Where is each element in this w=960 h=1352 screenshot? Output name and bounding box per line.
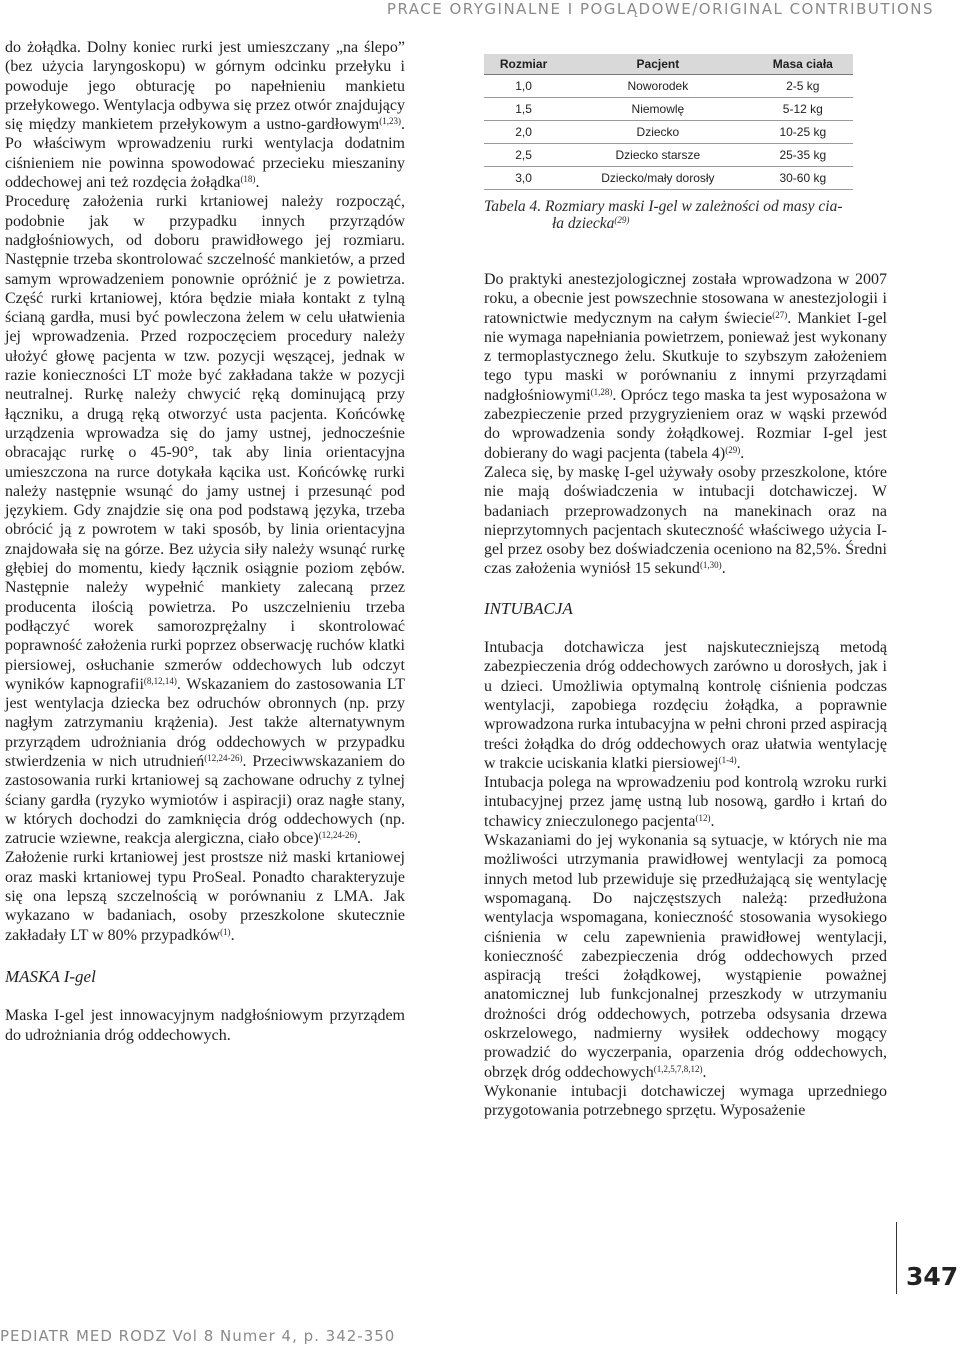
size-table-container: [484, 54, 853, 190]
paragraph: Intubacja polega na wprowadzeniu pod kontrolą wzroku rurki intubacyjnej przez jamę ustną lub nosową, gardło i krtań do tchawicy znieczulonego pacjenta$^{(12)}$.: [484, 774, 887, 830]
page-number: 347: [906, 1262, 959, 1291]
reference: (1,2,5,7,8,12): [653, 1063, 703, 1074]
reference: (18): [240, 174, 256, 185]
paragraph: do żołądka. Dolny koniec rurki jest umieszczany „na ślepo” (bez użycia laryngoskopu) w górnym odcinku przełyku i powoduje jego obturację po napełnieniu mankietu przełykowego. Wentylacja odbywa się przez otwór znajdujący się między mankietem przełykowym a ustno-gardłowym$^{(1,23)}$. Po właściwym wprowadzeniu rurki wentylacja dodatnim ciśnieniem nie powinna spowodować przecieku mieszaniny oddechowej ani też rozdęcia żołądka$^{(18)}$.: [5, 39, 405, 192]
reference: (12,24-26): [204, 752, 243, 763]
table-cell: Dziecko/mały dorosły: [563, 167, 753, 190]
table-row: [484, 98, 853, 121]
reference: (1,30): [699, 560, 722, 571]
reference: (29): [725, 444, 741, 455]
table-row: [484, 121, 853, 144]
reference: (1): [220, 926, 231, 937]
table-cell: 25-35 kg: [753, 144, 853, 167]
table-row: [484, 75, 853, 98]
journal-citation-footer: PEDIATR MED RODZ Vol 8 Numer 4, p. 342-350: [0, 1327, 396, 1345]
right-column: [484, 270, 887, 1120]
paragraph: Do praktyki anestezjologicznej została wprowadzona w 2007 roku, a obecnie jest powszechnie stosowana w anestezjologii i ratownictwie medycznym na całym świecie$^{(27)}$. Mankiet I-gel nie wymaga napełniania powietrzem, ponieważ jest wykonany z termoplastycznego żelu. Skutkuje to szybszym założeniem tego typu maski w porównaniu z innymi przyrządami nadgłośniowymi$^{(1,28)}$. Oprócz tego maska ta jest wyposażona w zabezpieczenie przed przygryzieniem oraz w wąski przewód do wprowadzenia sondy żołądkowej. Rozmiar I-gel jest dobierany do wagi pacjenta (tabela 4)$^{(29)}$.: [484, 271, 887, 462]
reference: (1,28): [590, 386, 613, 397]
column-header: Pacjent: [563, 54, 753, 75]
reference: (1,23): [379, 116, 401, 127]
column-header: Masa ciała: [753, 54, 853, 75]
paragraph: Założenie rurki krtaniowej jest prostsze niż maski krtaniowej oraz maski krtaniowej typu ProSeal. Ponadto charakteryzuje się ona lepszą szczelnością w porównaniu z LMA. Jak wykazano w badaniach, osoby przeszkolone skutecznie zakładały LT w 80% przypadków$^{(1)}$.: [5, 849, 405, 944]
igel-size-table: [484, 54, 853, 190]
table-cell: Dziecko starsze: [563, 144, 753, 167]
paragraph: Wykonanie intubacji dotchawiczej wymaga uprzedniego przygotowania potrzebnego sprzętu. Wyposażenie: [484, 1082, 887, 1120]
paragraph: Maska I-gel jest innowacyjnym nadgłośniowym przyrządem do udrożniania dróg oddechowych.: [5, 1007, 405, 1044]
table-row: [484, 167, 853, 190]
running-header: PRACE ORYGINALNE I POGLĄDOWE/ORIGINAL CONTRIBUTIONS: [386, 0, 934, 18]
table-cell: 1,5: [484, 98, 563, 121]
table-cell: 3,0: [484, 167, 563, 190]
reference: (29): [614, 215, 630, 225]
paragraph: Intubacja dotchawicza jest najskuteczniejszą metodą zabezpieczenia dróg oddechowych zarówno u dorosłych, jak i u dzieci. Umożliwia optymalną kontrolę ciśnienia podczas wentylacji, zapobiega rozdęciu żołądka, a poprawnie wprowadzona rurka intubacyjna w pełni chroni przed aspiracją treści żołądka do dróg oddechowych oraz ułatwia wentylację w trakcie uciskania klatki piersiowej$^{(1-4)}$.: [484, 639, 887, 772]
table-cell: 2,0: [484, 121, 563, 144]
left-column: [5, 38, 405, 1045]
reference: (8,12,14): [143, 675, 177, 686]
section-heading-intubacja: INTUBACJA: [484, 598, 573, 618]
reference: (12,24-26): [318, 830, 357, 841]
table-cell: 10-25 kg: [753, 121, 853, 144]
caption-line: ła dziecka$^{(29)}$: [552, 215, 630, 232]
paragraph: Zaleca się, by maskę I-gel używały osoby przeszkolone, które nie mają doświadczenia w intubacji dotchawiczej. W badaniach przeprowadzonych na manekinach oraz na nieprzytomnych pacjentach skuteczność właściwego użycia I-gel przez osoby bez doświadczenia oceniono na 82,5%. Średni czas założenia wyniósł 15 sekund$^{(1,30)}$.: [484, 463, 887, 578]
table-cell: Niemowlę: [563, 98, 753, 121]
table-row: [484, 144, 853, 167]
table-cell: 2-5 kg: [753, 75, 853, 98]
reference: (12): [695, 812, 711, 823]
reference: (27): [772, 309, 788, 320]
table-cell: 1,0: [484, 75, 563, 98]
column-header: Rozmiar: [484, 54, 563, 75]
paragraph: Wskazaniami do jej wykonania są sytuacje, w których nie ma możliwości utrzymania prawidłowej wentylacji za pomocą innych metod lub przewiduje się przedłużającą się wentylację wspomaganą. Do najczęstszych należą: przedłużona wentylacja wspomagana, konieczność stosowania wysokiego ciśnienia w celu zapewnienia prawidłowej wentylacji, konieczność zabezpieczenia dróg oddechowych przed aspiracją treści żołądkowej, wystąpienie poważnej anatomicznej lub funkcjonalnej przeszkody w utrzymaniu drożności dróg oddechowych, potrzeba odsysania drzewa oskrzelowego, nadmierny wysiłek oddechowy mogący prowadzić do wyczerpania, oparzenia dróg oddechowych, obrzęk dróg oddechowych$^{(1,2,5,7,8,12)}$.: [484, 832, 887, 1081]
table-cell: Noworodek: [563, 75, 753, 98]
section-heading-maska-igel: MASKA I-gel: [5, 966, 96, 986]
paragraph: Procedurę założenia rurki krtaniowej należy rozpocząć, podobnie jak w przypadku innych przyrządów nadgłośniowych, od doboru prawidłowego jej rozmiaru. Następnie trzeba skontrolować szczelność mankietów, a przed samym wprowadzeniem ponownie opróżnić je z powietrza. Część rurki krtaniowej, która będzie miała kontakt z tylną ścianą gardła, musi być powleczona żelem w celu ułatwienia jej wprowadzenia. Przed rozpoczęciem procedury należy ułożyć głowę pacjenta w tzw. pozycji węszącej, jednak w razie konieczności LT może być zakładana także w pozycji neutralnej. Rurkę należy chwycić ręką dominującą przy łączniku, a drugą ręką otworzyć usta pacjenta. Końcówkę urządzenia wprowadza się do jamy ustnej, jednocześnie obracając rurkę o 45-90°, tak aby linia orientacyjna umieszczona na rurce dotykała kącika ust. Końcówkę rurki należy następnie wsunąć do jamy ustnej i przesunąć pod językiem. Gdy znajdzie się ona pod podstawą języka, trzeba obrócić ją z powrotem w taki sposób, by linia orientacyjna znajdowała się na górze. Bez użycia siły należy wsunąć rurkę głębiej do momentu, kiedy łącznik osiągnie poziom zębów. Następnie należy wypełnić mankiety zalecaną przez producenta ilością powietrza. Po uszczelnieniu trzeba podłączyć worek samorozprężalny i skontrolować poprawność założenia rurki poprzez obserwację ruchów klatki piersiowej, osłuchanie szmerów oddechowych lub odczyt wyników kapnografii$^{(8,12,14)}$. Wskazaniem do zastosowania LT jest wentylacja dziecka bez odruchów obronnych (np. przy nagłym zatrzymaniu krążenia). Jest także alternatywnym przyrządem udrożniania dróg oddechowych w przypadku stwierdzenia w nich utrudnień$^{(12,24-26)}$. Przeciwwskazaniem do zastosowania rurki krtaniowej są zachowane odruchy z tylnej ściany gardła (ryzyko wymiotów i aspiracji) oraz nagłe stany, w których dochodzi do zamknięcia dróg oddechowych (np. zatrucie wziewne, reakcja alergiczna, ciało obce)$^{(12,24-26)}$.: [5, 193, 406, 848]
table-cell: 5-12 kg: [753, 98, 853, 121]
table-header-row: [484, 54, 853, 75]
table-caption: [484, 198, 864, 232]
table-cell: 2,5: [484, 144, 563, 167]
page-number-divider: [896, 1222, 897, 1294]
table-cell: 30-60 kg: [753, 167, 853, 190]
caption-line: Tabela 4. Rozmiary maski I-gel w zależności od masy cia-: [484, 198, 843, 215]
table-cell: Dziecko: [563, 121, 753, 144]
reference: (1-4): [718, 754, 737, 765]
